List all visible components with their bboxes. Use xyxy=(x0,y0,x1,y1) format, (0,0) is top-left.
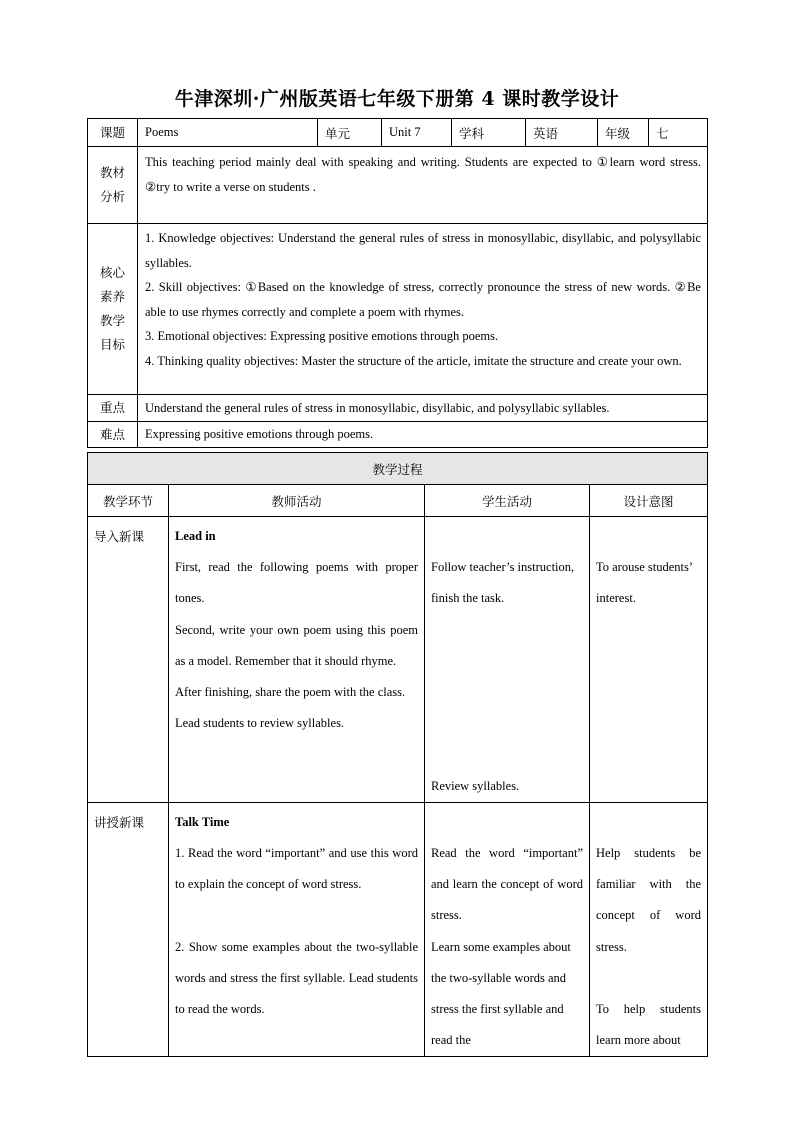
page-title: 牛津深圳·广州版英语七年级下册第 4 课时教学设计 xyxy=(174,88,620,110)
talk-time-row xyxy=(88,802,708,1057)
column-header-row xyxy=(88,485,708,517)
teacher-activity xyxy=(169,517,425,803)
teacher-activity xyxy=(169,802,425,1057)
analysis-text: This teaching period mainly deal with speaking and writing. Students are expected to ①learn word stress. ②try to write a verse on students . xyxy=(138,147,708,224)
teacher-step: Second, write your own poem using this poem as a model. Remember that it should rhyme. xyxy=(175,622,418,668)
process-header-row xyxy=(88,453,708,485)
lead-in-row xyxy=(88,517,708,803)
topic-label: 课题 xyxy=(88,119,138,147)
objectives-label: 核心素养教学目标 xyxy=(88,224,138,395)
teacher-step: First, read the following poems with proper tones. xyxy=(175,560,418,606)
stage-label: 讲授新课 xyxy=(88,802,169,1057)
difficult-point-text: Expressing positive emotions through poems. xyxy=(138,422,708,448)
objectives-text xyxy=(138,224,708,395)
objectives-row xyxy=(88,224,708,395)
student-step: Follow teacher’s instruction, finish the task. xyxy=(431,560,575,606)
column-header: 教学环节 xyxy=(88,485,169,517)
topic-value: Poems xyxy=(138,119,318,147)
column-header: 教师活动 xyxy=(169,485,425,517)
purpose-text: To arouse students’ interest. xyxy=(596,560,693,606)
section-title: Talk Time xyxy=(175,814,230,829)
grade-value: 七 xyxy=(649,119,708,147)
section-title: Lead in xyxy=(175,529,216,543)
design-purpose xyxy=(590,802,708,1057)
unit-label: 单元 xyxy=(318,119,382,147)
teacher-step: 2. Show some examples about the two-syllable words and stress the first syllable. Lead students to read the words. xyxy=(175,939,418,1016)
teacher-step: Lead students to review syllables. xyxy=(175,716,345,731)
unit-value: Unit 7 xyxy=(382,119,452,147)
teacher-step: 1. Read the word “important” and use this word to explain the concept of word stress. xyxy=(175,845,418,892)
objective-item: 3. Emotional objectives: Expressing positive emotions through poems. xyxy=(145,329,499,343)
objective-item: 1. Knowledge objectives: Understand the general rules of stress in monosyllabic, disyllabic, and polysyllabic syllables. xyxy=(145,231,701,270)
student-step: Learn some examples about the two-syllable words and stress the first syllable and read the xyxy=(431,939,571,1048)
student-step: Read the word “important” and learn the concept of word stress. xyxy=(431,845,583,923)
teacher-step: After finishing, share the poem with the class. xyxy=(175,685,406,700)
process-table xyxy=(87,452,708,1057)
key-point-label: 重点 xyxy=(88,395,138,422)
design-purpose xyxy=(590,517,708,803)
grade-label: 年级 xyxy=(598,119,649,147)
subject-value: 英语 xyxy=(526,119,598,147)
student-step: Review syllables. xyxy=(431,778,520,793)
key-point-text: Understand the general rules of stress in monosyllabic, disyllabic, and polysyllabic syllables. xyxy=(138,395,708,422)
objective-item: 2. Skill objectives: ①Based on the knowledge of stress, correctly pronounce the stress of new words. ②Be able to use rhymes correctly and complete a poem with rhymes. xyxy=(145,280,701,319)
student-activity xyxy=(425,802,590,1057)
column-header: 设计意图 xyxy=(590,485,708,517)
stage-label: 导入新课 xyxy=(88,517,169,803)
key-point-row xyxy=(88,395,708,422)
objective-item: 4. Thinking quality objectives: Master the structure of the article, imitate the structure and create your own. xyxy=(145,353,682,368)
difficult-point-row xyxy=(88,422,708,448)
process-header: 教学过程 xyxy=(88,453,708,485)
analysis-label: 教材分析 xyxy=(88,147,138,224)
purpose-text: Help students be familiar with the concept of word stress. xyxy=(596,845,702,954)
student-activity xyxy=(425,517,590,803)
subject-label: 学科 xyxy=(452,119,526,147)
analysis-row xyxy=(88,147,708,224)
lesson-info-table xyxy=(87,118,708,448)
difficult-point-label: 难点 xyxy=(88,422,138,448)
purpose-text: To help students learn more about xyxy=(596,1001,702,1048)
info-row xyxy=(88,119,708,147)
column-header: 学生活动 xyxy=(425,485,590,517)
